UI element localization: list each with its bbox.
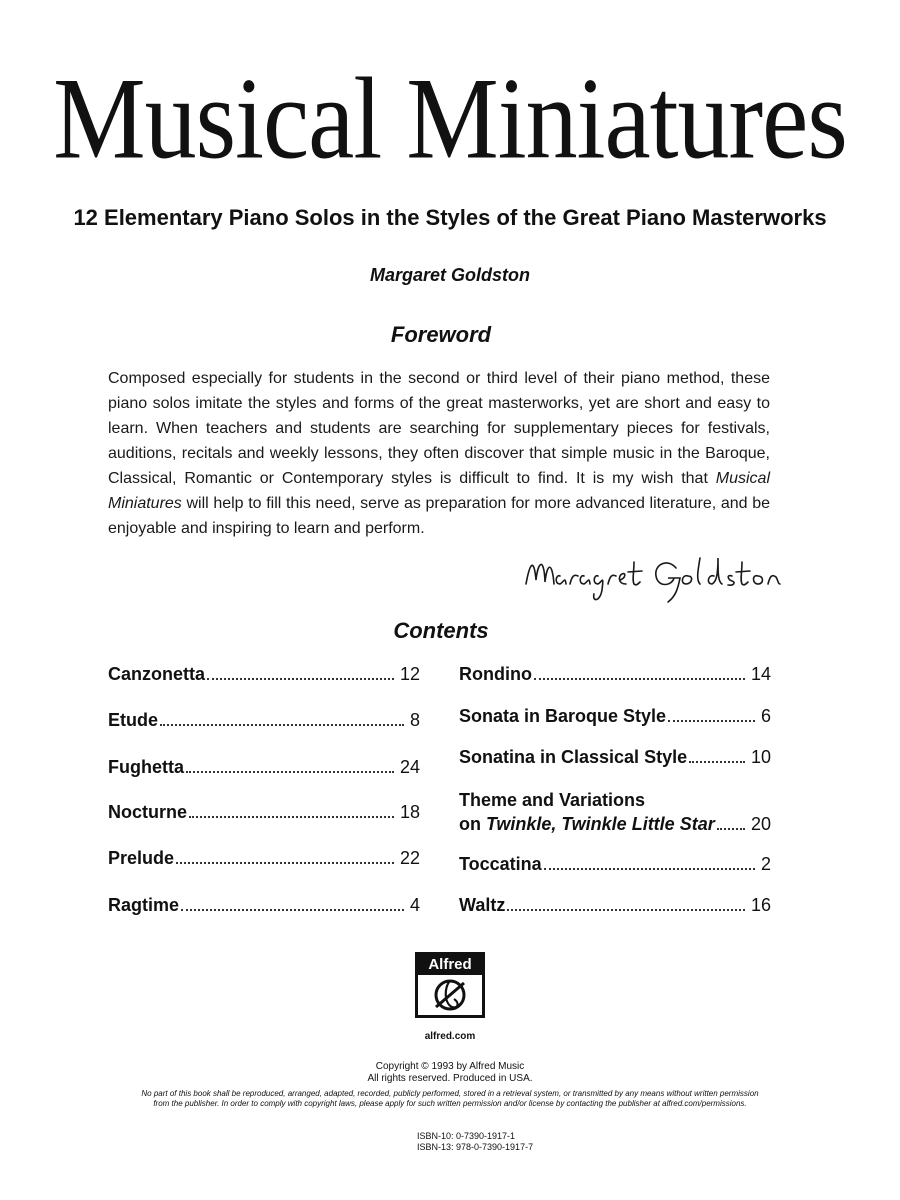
toc-title: Nocturne xyxy=(108,802,188,822)
toc-page: 12 xyxy=(399,664,420,684)
toc-entry[interactable] xyxy=(459,852,771,876)
toc-entry[interactable] xyxy=(459,788,771,836)
toc-title: Sonata in Baroque Style xyxy=(459,706,667,726)
toc-title: Etude xyxy=(108,710,159,730)
toc-leader xyxy=(176,862,394,864)
author-name: Margaret Goldston xyxy=(369,265,530,285)
toc-page: 14 xyxy=(750,664,771,684)
toc-leader xyxy=(207,678,394,680)
toc-page: 24 xyxy=(399,757,420,777)
toc-entry[interactable] xyxy=(459,745,771,769)
toc-page: 8 xyxy=(409,710,420,730)
isbn-13: ISBN-13: 978-0-7390-1917-7 xyxy=(417,1142,534,1152)
foreword-text xyxy=(108,366,770,541)
foreword-text-part2: will help to fill this need, serve as preparation for more advanced literature, and be enjoyable and inspiring to learn and perform. xyxy=(108,495,770,537)
toc-page: 16 xyxy=(750,895,771,915)
toc-title: Waltz xyxy=(459,895,506,915)
toc-title-multiline xyxy=(459,788,715,836)
toc-page: 2 xyxy=(760,854,771,874)
toc-leader xyxy=(534,678,745,680)
toc-title-line2-italic: Twinkle, Twinkle Little Star xyxy=(486,814,715,834)
toc-leader xyxy=(186,771,394,773)
toc-title: Canzonetta xyxy=(108,664,206,684)
logo-wordmark: Alfred xyxy=(418,955,482,975)
toc-entry[interactable] xyxy=(459,662,771,686)
book-title: Musical Miniatures xyxy=(53,54,847,184)
toc-page: 20 xyxy=(750,814,771,834)
legal-notice: No part of this book shall be reproduced, arranged, adapted, recorded, publicly performed, stored in a retrieval system, or transmitted by any means without written permission from the publisher. In order to comply with copyright laws, please apply for such written permission and/or license by contacting the publisher at alfred.com/permissions. xyxy=(141,1089,759,1108)
toc-entry[interactable] xyxy=(459,704,771,728)
foreword-text-part1: Composed especially for students in the second or third level of their piano method, these piano solos imitate the styles and forms of the great masterworks, yet are short and easy to learn. When teachers and students are searching for supplementary pieces for festivals, auditions, recitals and weekly lessons, they often discover that simple music in the Baroque, Classical, Romantic or Contemporary styles is difficult to find. It is my wish that xyxy=(108,370,770,487)
rights-line: All rights reserved. Produced in USA. xyxy=(367,1073,533,1084)
toc-title: Fughetta xyxy=(108,757,184,777)
toc-leader xyxy=(181,909,404,911)
toc-page: 18 xyxy=(399,802,420,822)
toc-title: Sonatina in Classical Style xyxy=(459,747,688,767)
toc-leader xyxy=(160,724,404,726)
toc-page: 6 xyxy=(760,706,771,726)
foreword-book-title: Musical Miniatures xyxy=(108,470,770,512)
toc-leader xyxy=(689,761,745,763)
toc-leader xyxy=(507,909,745,911)
toc-entry[interactable] xyxy=(108,800,420,824)
toc-entry[interactable] xyxy=(108,893,420,917)
copyright-line: Copyright © 1993 by Alfred Music xyxy=(375,1061,525,1072)
toc-title: Toccatina xyxy=(459,854,542,874)
alfred-logo xyxy=(415,952,485,1018)
publisher-website[interactable]: alfred.com xyxy=(424,1031,476,1042)
toc-page: 22 xyxy=(399,848,420,868)
copyright-block xyxy=(0,1061,900,1085)
toc-title-line2 xyxy=(459,812,715,836)
foreword-heading: Foreword xyxy=(390,322,492,347)
toc-entry[interactable] xyxy=(459,893,771,917)
isbn-10: ISBN-10: 0-7390-1917-1 xyxy=(417,1131,516,1141)
toc-title-line2-prefix: on xyxy=(459,814,486,834)
toc-title: Ragtime xyxy=(108,895,180,915)
toc-entry[interactable] xyxy=(108,846,420,870)
toc-entry[interactable] xyxy=(108,708,420,732)
toc-entry[interactable] xyxy=(108,755,420,779)
toc-leader xyxy=(544,868,755,870)
isbn-block xyxy=(417,1131,533,1153)
toc-title: Rondino xyxy=(459,664,532,684)
toc-title-line1: Theme and Variations xyxy=(459,790,646,810)
toc-page: 4 xyxy=(409,895,420,915)
book-subtitle: 12 Elementary Piano Solos in the Styles of the Great Piano Masterworks xyxy=(73,205,827,230)
author-signature xyxy=(518,544,788,614)
toc-entry[interactable] xyxy=(108,662,420,686)
toc-page: 10 xyxy=(750,747,771,767)
treble-clef-icon xyxy=(426,977,474,1013)
toc-leader xyxy=(717,828,745,830)
toc-title: Prelude xyxy=(108,848,175,868)
toc-leader xyxy=(189,816,394,818)
toc-leader xyxy=(668,720,755,722)
contents-heading: Contents xyxy=(393,618,489,643)
